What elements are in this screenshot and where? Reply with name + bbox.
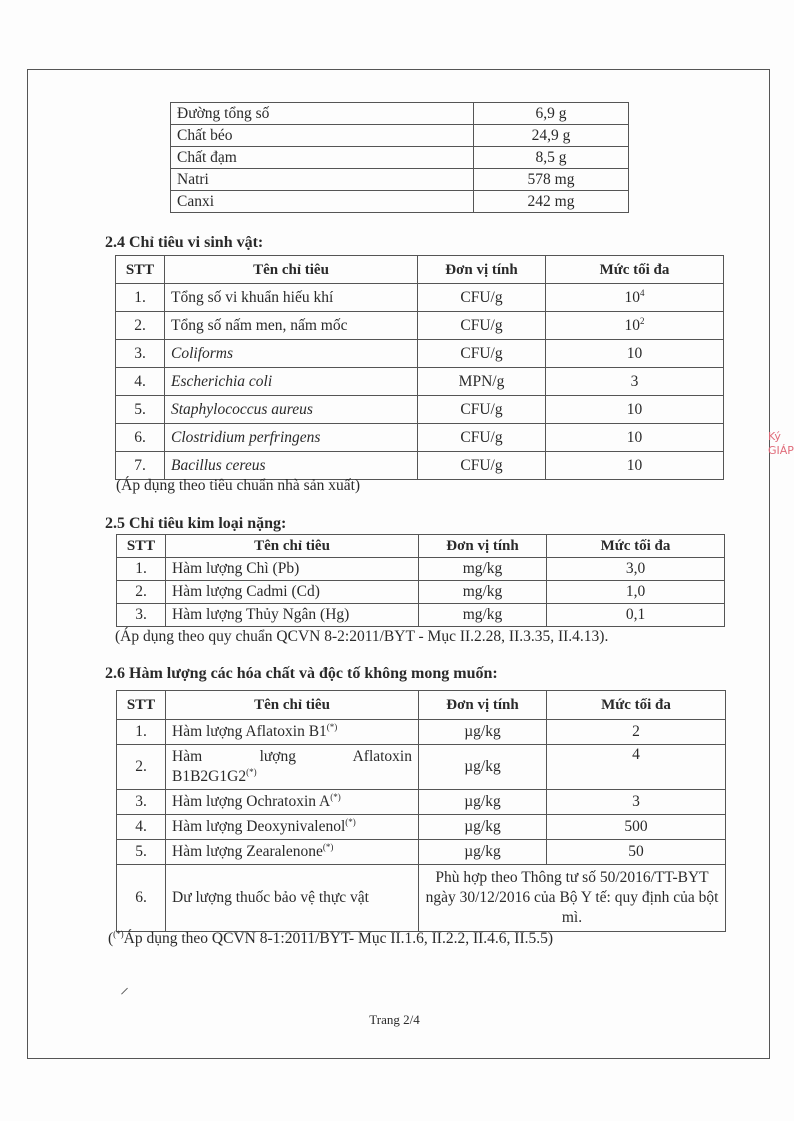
row-stt: 4. — [117, 815, 166, 840]
header-name: Tên chỉ tiêu — [165, 256, 418, 284]
row-unit: MPN/g — [418, 368, 546, 396]
section-2-4-note: (Áp dụng theo tiêu chuẩn nhà sản xuất) — [116, 477, 361, 494]
header-name: Tên chỉ tiêu — [166, 691, 419, 720]
table-row — [116, 424, 724, 452]
row-name-text: Hàm lượng Zearalenone — [172, 843, 323, 860]
row-unit: CFU/g — [418, 340, 546, 368]
row-name-text: Hàm lượng Ochratoxin A — [172, 793, 331, 810]
row-unit: mg/kg — [419, 558, 547, 581]
section-2-5-note: (Áp dụng theo quy chuẩn QCVN 8-2:2011/BYT - Mục II.2.28, II.3.35, II.4.13). — [115, 628, 609, 645]
max-exponent: 2 — [640, 315, 645, 326]
table-row — [117, 865, 726, 932]
row-name: Hàm lượng Thủy Ngân (Hg) — [166, 604, 419, 627]
table-row — [117, 790, 726, 815]
row-stt: 2. — [116, 312, 165, 340]
row-stt: 6. — [116, 424, 165, 452]
section-2-5-title: 2.5 Chỉ tiêu kim loại nặng: — [105, 515, 287, 532]
row-name: Escherichia coli — [165, 368, 418, 396]
row-name: Hàm lượng Cadmi (Cd) — [166, 581, 419, 604]
red-stamp-mark: Ký GIÁP — [768, 430, 794, 457]
toxins-table — [116, 690, 726, 932]
note-prefix: ( — [108, 930, 114, 947]
row-max: 50 — [547, 840, 726, 865]
asterisk-footnote: (*) — [326, 722, 338, 732]
header-stt: STT — [117, 535, 166, 558]
row-name — [166, 720, 419, 745]
asterisk-footnote: (*) — [330, 792, 341, 802]
row-max: Phù hợp theo Thông tư số 50/2016/TT-BYT ngày 30/12/2016 của Bộ Y tế: quy định của bột mì. — [419, 865, 726, 932]
row-stt: 2. — [117, 581, 166, 604]
row-stt: 7. — [116, 452, 165, 480]
microbiology-table — [115, 255, 724, 480]
row-unit: µg/kg — [419, 840, 547, 865]
asterisk-footnote: (*) — [345, 817, 356, 827]
row-name — [166, 790, 419, 815]
row-max: 2 — [547, 720, 726, 745]
asterisk-footnote: (*) — [246, 767, 257, 777]
row-max: 3 — [547, 790, 726, 815]
nutrient-value: 8,5 g — [474, 147, 629, 169]
row-name: Dư lượng thuốc bảo vệ thực vật — [166, 865, 419, 932]
row-name — [166, 815, 419, 840]
row-stt: 6. — [117, 865, 166, 932]
handwritten-mark: ⸝ — [120, 977, 129, 998]
row-stt: 2. — [117, 745, 166, 790]
table-row — [117, 745, 726, 790]
section-2-6-title: 2.6 Hàm lượng các hóa chất và độc tố không mong muốn: — [105, 665, 498, 682]
max-exponent: 4 — [640, 287, 645, 298]
nutrient-value: 6,9 g — [474, 103, 629, 125]
table-row — [116, 312, 724, 340]
row-max: 1,0 — [547, 581, 725, 604]
table-row — [117, 720, 726, 745]
row-stt: 3. — [117, 790, 166, 815]
row-max: 10 — [546, 424, 724, 452]
row-stt: 3. — [116, 340, 165, 368]
row-unit: CFU/g — [418, 452, 546, 480]
row-max: 3 — [546, 368, 724, 396]
table-row — [117, 581, 725, 604]
row-unit: µg/kg — [419, 790, 547, 815]
header-stt: STT — [117, 691, 166, 720]
table-header-row — [117, 535, 725, 558]
row-unit: CFU/g — [418, 396, 546, 424]
row-name: Tổng số vi khuẩn hiếu khí — [165, 284, 418, 312]
row-stt: 5. — [117, 840, 166, 865]
row-name-line2: B1B2G1G2 — [172, 768, 247, 785]
row-name: Staphylococcus aureus — [165, 396, 418, 424]
heavy-metals-table — [116, 534, 725, 627]
header-max: Mức tối đa — [547, 535, 725, 558]
nutrient-name: Chất đạm — [171, 147, 474, 169]
nutrient-name: Đường tổng số — [171, 103, 474, 125]
row-max: 0,1 — [547, 604, 725, 627]
row-unit: CFU/g — [418, 312, 546, 340]
table-header-row — [116, 256, 724, 284]
asterisk-footnote: (*) — [113, 929, 124, 939]
table-row — [116, 284, 724, 312]
max-base: 10 — [624, 316, 640, 334]
row-name-text: Hàm lượng Aflatoxin B1 — [172, 723, 327, 740]
row-name: Clostridium perfringens — [165, 424, 418, 452]
header-unit: Đơn vị tính — [418, 256, 546, 284]
nutrient-name: Chất béo — [171, 125, 474, 147]
row-stt: 1. — [116, 284, 165, 312]
row-stt: 4. — [116, 368, 165, 396]
section-2-6-note — [108, 930, 553, 948]
row-unit: µg/kg — [419, 745, 547, 790]
row-max: 3,0 — [547, 558, 725, 581]
table-row — [171, 103, 629, 125]
row-stt: 1. — [117, 558, 166, 581]
row-max: 10 — [546, 452, 724, 480]
table-row — [117, 840, 726, 865]
table-row — [116, 396, 724, 424]
asterisk-footnote: (*) — [322, 842, 334, 852]
nutrient-name: Canxi — [171, 191, 474, 213]
table-row — [117, 558, 725, 581]
row-max: 500 — [547, 815, 726, 840]
table-row — [171, 147, 629, 169]
header-unit: Đơn vị tính — [419, 691, 547, 720]
table-row — [171, 169, 629, 191]
row-unit: CFU/g — [418, 284, 546, 312]
row-name — [166, 840, 419, 865]
nutrient-name: Natri — [171, 169, 474, 191]
nutrient-value: 24,9 g — [474, 125, 629, 147]
row-stt: 1. — [117, 720, 166, 745]
table-row — [116, 368, 724, 396]
row-max — [546, 284, 724, 312]
table-header-row — [117, 691, 726, 720]
max-base: 10 — [624, 288, 640, 306]
header-max: Mức tối đa — [546, 256, 724, 284]
row-stt: 3. — [117, 604, 166, 627]
row-name-text: Hàm lượng Deoxynivalenol — [172, 818, 346, 835]
header-stt: STT — [116, 256, 165, 284]
row-max — [546, 312, 724, 340]
header-unit: Đơn vị tính — [419, 535, 547, 558]
nutrient-value: 242 mg — [474, 191, 629, 213]
row-name: Hàm lượng Chì (Pb) — [166, 558, 419, 581]
row-unit: µg/kg — [419, 720, 547, 745]
row-max: 4 — [547, 745, 726, 790]
nutrient-value: 578 mg — [474, 169, 629, 191]
row-max: 10 — [546, 340, 724, 368]
page-number: Trang 2/4 — [369, 1012, 420, 1027]
table-row — [116, 452, 724, 480]
table-row — [171, 125, 629, 147]
row-unit: µg/kg — [419, 815, 547, 840]
header-max: Mức tối đa — [547, 691, 726, 720]
table-row — [117, 604, 725, 627]
row-name-line1: Hàm lượng Aflatoxin — [172, 748, 412, 765]
header-name: Tên chỉ tiêu — [166, 535, 419, 558]
table-row — [117, 815, 726, 840]
row-name: Coliforms — [165, 340, 418, 368]
table-row — [116, 340, 724, 368]
note-text: Áp dụng theo QCVN 8-1:2011/BYT- Mục II.1.6, II.2.2, II.4.6, II.5.5) — [123, 930, 554, 947]
nutrition-table — [170, 102, 629, 213]
row-name: Bacillus cereus — [165, 452, 418, 480]
row-unit: CFU/g — [418, 424, 546, 452]
row-name: Tổng số nấm men, nấm mốc — [165, 312, 418, 340]
row-unit: mg/kg — [419, 604, 547, 627]
row-stt: 5. — [116, 396, 165, 424]
row-name — [166, 745, 419, 790]
section-2-4-title: 2.4 Chỉ tiêu vi sinh vật: — [105, 234, 264, 251]
row-max: 10 — [546, 396, 724, 424]
table-row — [171, 191, 629, 213]
row-unit: mg/kg — [419, 581, 547, 604]
